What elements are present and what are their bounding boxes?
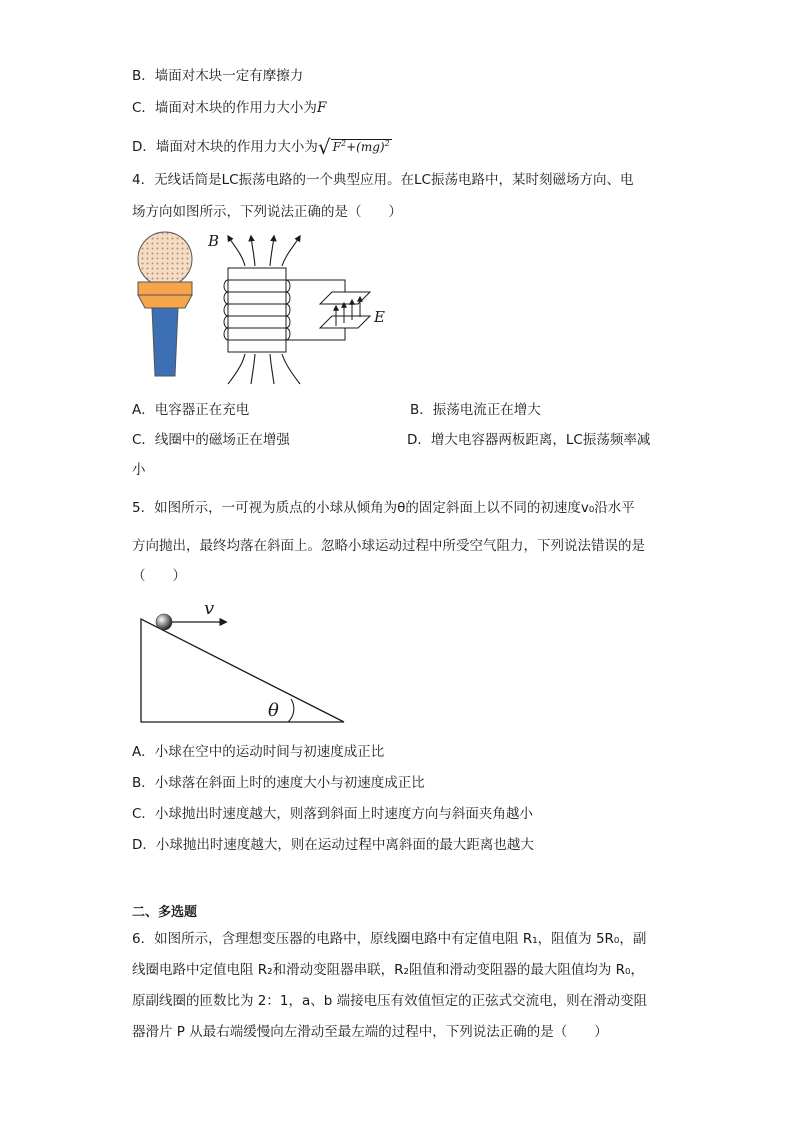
q5-stem-line1: 5．如图所示，一可视为质点的小球从倾角为θ的固定斜面上以不同的初速度v₀沿水平 [132, 500, 635, 516]
q3-option-d-math-plus: + [346, 140, 357, 154]
figure-label-e: E [374, 308, 385, 326]
q5-stem-line2: 方向抛出，最终均落在斜面上。忽略小球运动过程中所受空气阻力，下列说法错误的是 [132, 538, 645, 554]
q4-option-d-cont: 小 [132, 462, 146, 478]
magnetic-field-lines [228, 236, 300, 384]
q3-option-c [132, 98, 326, 118]
section-title: 二、多选题 [132, 905, 198, 920]
figure-label-b: B [208, 232, 220, 250]
q5-option-b: B．小球落在斜面上时的速度大小与初速度成正比 [132, 775, 425, 791]
q3-option-c-math: F [316, 100, 327, 116]
q4-stem-line1: 4．无线话筒是LC振荡电路的一个典型应用。在LC振荡电路中，某时刻磁场方向、电 [132, 172, 634, 188]
q6-stem-line3: 原副线圈的匝数比为 2：1，a、b 端接电压有效值恒定的正弦式交流电，则在滑动变阻 [132, 993, 648, 1009]
q5-option-c: C．小球抛出时速度越大，则落到斜面上时速度方向与斜面夹角越小 [132, 806, 533, 822]
figure-label-theta: θ [268, 700, 279, 721]
figure-label-v: v [204, 598, 215, 619]
q6-stem-line4: 器滑片 P 从最右端缓慢向左滑动至最左端的过程中，下列说法正确的是（ ） [132, 1024, 608, 1040]
microphone-icon [138, 232, 192, 376]
q5-stem-line3: （ ） [132, 568, 186, 584]
q3-option-d [132, 134, 392, 157]
q3-option-d-math-a-exp: 2 [340, 139, 347, 148]
q6-stem-line2: 线圈电路中定值电阻 R₂和滑动变阻器串联，R₂阻值和滑动变阻器的最大阻值均为 R₀， [132, 962, 644, 978]
q3-option-d-math-b-exp: 2 [384, 139, 390, 148]
q4-option-c: C．线圈中的磁场正在增强 [132, 432, 290, 448]
q4-figure-lc-circuit [130, 226, 400, 388]
q5-option-d: D．小球抛出时速度越大，则在运动过程中离斜面的最大距离也越大 [132, 837, 534, 853]
q4-option-a: A．电容器正在充电 [132, 402, 250, 418]
inductor-coil [224, 268, 290, 352]
q3-option-d-math-b: (mg) [356, 140, 385, 154]
q4-option-d: D．增大电容器两板距离，LC振荡频率减 [407, 432, 651, 448]
q5-figure-incline [130, 594, 360, 730]
q6-stem-line1: 6．如图所示，含理想变压器的电路中，原线圈电路中有定值电阻 R₁，阻值为 5R₀，副 [132, 931, 647, 947]
q3-option-b: B．墙面对木块一定有摩擦力 [132, 68, 304, 84]
sqrt-sign: √ [317, 135, 331, 159]
ball [156, 614, 172, 630]
q3-option-d-math-a: F [332, 140, 341, 154]
capacitor-plates [320, 292, 370, 328]
q4-option-b: B．振荡电流正在增大 [410, 402, 541, 418]
q4-stem-line2: 场方向如图所示，下列说法正确的是（ ） [132, 204, 402, 220]
q5-option-a: A．小球在空中的运动时间与初速度成正比 [132, 744, 385, 760]
q3-option-d-radicand [331, 139, 392, 154]
angle-arc [288, 699, 294, 722]
q3-option-c-text: C．墙面对木块的作用力大小为 [132, 100, 317, 116]
incline-triangle [141, 619, 344, 722]
q3-option-d-text: D．墙面对木块的作用力大小为 [132, 139, 318, 155]
